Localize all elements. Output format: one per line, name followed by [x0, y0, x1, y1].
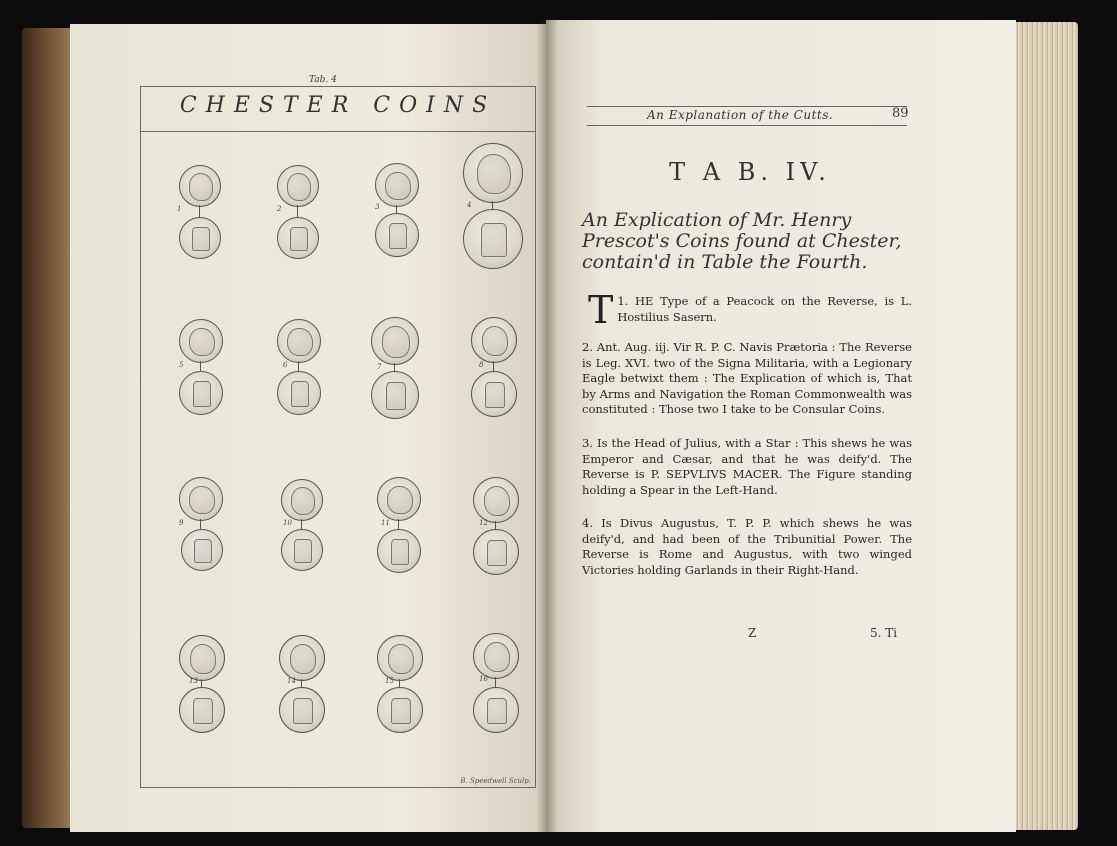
coin-reverse-12	[473, 529, 519, 575]
paragraph-1	[582, 288, 912, 332]
coin-obverse-12	[473, 477, 519, 523]
coin-connector	[301, 679, 302, 687]
coin-connector	[301, 519, 302, 529]
coin-obverse-5	[179, 319, 223, 363]
coin-obverse-15	[377, 635, 423, 681]
coin-label-7: 7	[377, 363, 382, 371]
coin-obverse-10	[281, 479, 323, 521]
paragraph-number: 3.	[582, 436, 593, 450]
coin-label-6: 6	[283, 361, 288, 369]
paragraph-number: 2.	[582, 340, 593, 354]
coin-reverse-3	[375, 213, 419, 257]
coin-connector	[200, 519, 201, 529]
paragraph-text: Ant. Aug. iij. Vir R. P. C. Navis Prætoria : The Reverse is Leg. XVI. two of the Signa Militaria, with a Legionary Eagle betwixt them : The Explication of which is, That by Arms and Navigation the Roman Commonwealth was constituted : Those two I take to be Consular Coins.	[582, 340, 912, 416]
plate-number: Tab. 4	[309, 75, 337, 85]
coin-reverse-4	[463, 209, 523, 269]
coin-connector	[495, 521, 496, 529]
coin-obverse-9	[179, 477, 223, 521]
coin-label-9: 9	[179, 519, 184, 527]
coin-obverse-8	[471, 317, 517, 363]
coin-label-11: 11	[381, 519, 390, 527]
coin-label-14: 14	[287, 677, 296, 685]
coin-label-2: 2	[277, 205, 282, 213]
running-head-title: An Explanation of the Cutts.	[647, 108, 834, 122]
coin-label-5: 5	[179, 361, 184, 369]
coin-label-1: 1	[177, 205, 182, 213]
coin-connector	[399, 679, 400, 687]
plate-title-box	[141, 75, 535, 132]
coin-obverse-6	[277, 319, 321, 363]
coin-reverse-13	[179, 687, 225, 733]
coin-connector	[495, 677, 496, 687]
tab-heading: T A B. IV.	[669, 158, 831, 186]
coin-obverse-16	[473, 633, 519, 679]
paragraph-2	[582, 340, 912, 418]
paragraph-number: 1.	[617, 294, 629, 308]
coin-connector	[394, 363, 395, 371]
paragraph-text: HE Type of a Peacock on the Reverse, is L. Hostilius Sasern.	[617, 294, 912, 324]
paragraph-4	[582, 516, 912, 578]
coin-label-16: 16	[479, 675, 488, 683]
coin-label-8: 8	[479, 361, 484, 369]
catchword: 5. Ti	[870, 626, 898, 640]
coin-connector	[297, 205, 298, 217]
article-title: An Explication of Mr. Henry Prescot's Coins found at Chester, contain'd in Table the Fourth.	[582, 209, 902, 273]
coin-reverse-11	[377, 529, 421, 573]
coin-reverse-6	[277, 371, 321, 415]
coin-label-4: 4	[467, 201, 472, 209]
coin-reverse-14	[279, 687, 325, 733]
running-head	[587, 106, 907, 126]
coin-connector	[493, 361, 494, 371]
coin-obverse-2	[277, 165, 319, 207]
plate-title: CHESTER COINS	[179, 93, 497, 118]
page-edges-right	[1010, 22, 1078, 830]
right-page	[546, 20, 1016, 832]
book-gutter	[536, 20, 558, 832]
coin-reverse-8	[471, 371, 517, 417]
coin-obverse-4	[463, 143, 523, 203]
coin-connector	[396, 205, 397, 213]
page-number: 89	[892, 106, 909, 121]
paragraph-text: Is the Head of Julius, with a Star : This shews he was Emperor and Cæsar, and that he was deify'd. The Reverse is P. SEPVLIVS MACER. The Figure standing holding a Spear in the Left-Hand.	[582, 436, 912, 497]
coin-obverse-13	[179, 635, 225, 681]
paragraph-number: 4.	[582, 516, 593, 530]
coin-reverse-2	[277, 217, 319, 259]
coin-connector	[201, 679, 202, 687]
coin-reverse-7	[371, 371, 419, 419]
coin-obverse-11	[377, 477, 421, 521]
paragraph-text: Is Divus Augustus, T. P. P. which shews he was deify'd, and had been of the Tribunitial Power. The Reverse is Rome and Augustus, with two winged Victories holding Garlands in their Right-Hand.	[582, 516, 913, 577]
coin-reverse-9	[181, 529, 223, 571]
coin-label-15: 15	[385, 677, 394, 685]
signature-mark: Z	[748, 626, 757, 640]
paragraph-3	[582, 436, 912, 498]
coin-reverse-15	[377, 687, 423, 733]
coin-plate	[140, 75, 536, 788]
coin-connector	[398, 519, 399, 529]
coin-reverse-16	[473, 687, 519, 733]
engraver-credit: B. Speedwell Sculp.	[460, 777, 531, 785]
coin-connector	[298, 361, 299, 371]
coin-reverse-10	[281, 529, 323, 571]
coin-obverse-7	[371, 317, 419, 365]
coin-connector	[492, 201, 493, 209]
coin-label-13: 13	[189, 677, 198, 685]
coin-obverse-3	[375, 163, 419, 207]
coin-connector	[200, 361, 201, 371]
coin-label-3: 3	[375, 203, 380, 211]
drop-cap: T	[588, 288, 614, 332]
coin-reverse-1	[179, 217, 221, 259]
coin-connector	[199, 205, 200, 217]
coin-label-10: 10	[283, 519, 292, 527]
coin-label-12: 12	[479, 519, 488, 527]
coin-reverse-5	[179, 371, 223, 415]
coin-obverse-1	[179, 165, 221, 207]
coin-obverse-14	[279, 635, 325, 681]
